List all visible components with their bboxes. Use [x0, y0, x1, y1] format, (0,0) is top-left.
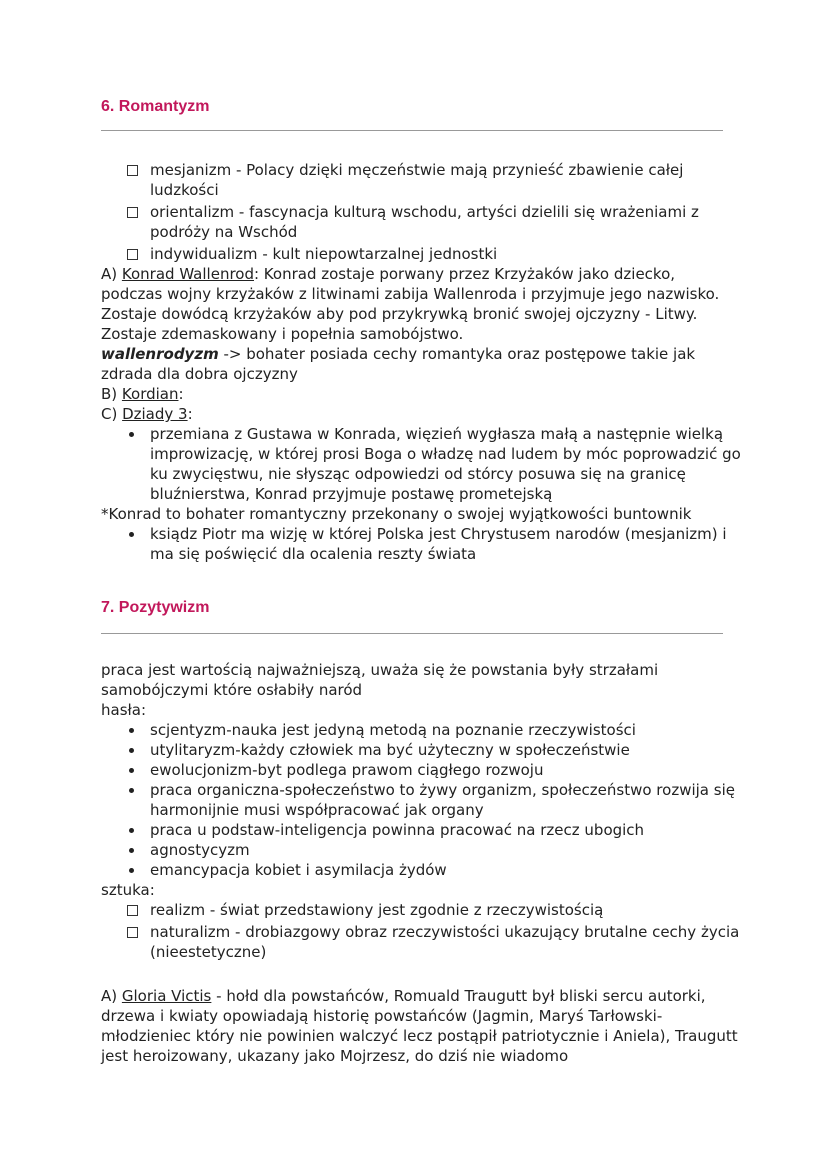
bullet-item: ksiądz Piotr ma wizję w której Polska jest Chrystusem narodów (mesjanizm) i ma się poświęcić dla ocalenia reszty świata — [101, 524, 741, 564]
checklist-item: indywidualizm - kult niepowtarzalnej jednostki — [101, 244, 741, 264]
paragraph-dziady — [101, 404, 741, 424]
bullet-item: emancypacja kobiet i asymilacja żydów — [101, 860, 741, 880]
section-body-romantyzm — [101, 160, 741, 564]
paragraph-konrad-wallenrod — [101, 264, 741, 344]
paragraph-kordian — [101, 384, 741, 404]
section-heading-romantyzm: 6. Romantyzm — [101, 98, 210, 115]
bullet-item: przemiana z Gustawa w Konrada, więzień wygłasza małą a następnie wielką improwizację, w której prosi Boga o władzę nad ludem by móc poprowadzić go ku zwycięstwu, nie słysząc odpowiedzi od stórcy posuwa się na granicę bluźnierstwa, Konrad przyjmuje postawę prometejską — [101, 424, 741, 504]
section-divider — [101, 130, 723, 131]
bullet-item: utylitaryzm-każdy człowiek ma być użyteczny w społeczeństwie — [101, 740, 741, 760]
bullet-item: agnostycyzm — [101, 840, 741, 860]
item-prefix: B) — [101, 385, 122, 403]
punctuation: : — [187, 405, 193, 423]
checklist-sztuka — [101, 900, 741, 962]
label-hasla: hasła: — [101, 701, 147, 719]
item-prefix: C) — [101, 405, 123, 423]
work-title-link: Gloria Victis — [121, 987, 212, 1005]
term-bold: wallenrodyzm — [101, 345, 219, 363]
paragraph-wallenrodyzm — [101, 344, 741, 384]
checklist-item: naturalizm - drobiazgowy obraz rzeczywistości ukazujący brutalne cechy życia (nieestetyczne) — [101, 922, 741, 962]
bullet-item: praca u podstaw-inteligencja powinna pracować na rzecz ubogich — [101, 820, 741, 840]
work-title-link: Kordian — [121, 385, 179, 403]
paragraph-text: : Konrad zostaje porwany przez Krzyżaków jako dziecko, podczas wojny krzyżaków z litwinami zabija Wallenroda i przyjmuje jego nazwisko. Zostaje dowódcą krzyżaków aby pod przykrywką bronić swojej ojczyzny - Litwy. Zostaje zdemaskowany i popełnia samobójstwo. — [101, 265, 720, 343]
checklist-item: orientalizm - fascynacja kulturą wschodu, artyści dzielili się wrażeniami z podróży na Wschód — [101, 202, 741, 242]
section-divider — [101, 633, 723, 634]
punctuation: : — [178, 385, 184, 403]
bullet-list-dziady-2 — [101, 524, 741, 564]
paragraph-intro: praca jest wartością najważniejszą, uważa się że powstania były strzałami samobójczymi które osłabiły naród — [101, 661, 659, 699]
paragraph-text: -> bohater posiada cechy romantyka oraz postępowe takie jak zdrada dla dobra ojczyzny — [101, 345, 696, 383]
checklist-item: mesjanizm - Polacy dzięki męczeństwie mają przynieść zbawienie całej ludzkości — [101, 160, 741, 200]
work-title-link: Konrad Wallenrod — [121, 265, 254, 283]
note-konrad: *Konrad to bohater romantyczny przekonany o swojej wyjątkowości buntownik — [101, 505, 692, 523]
label-sztuka: sztuka: — [101, 881, 155, 899]
bullet-list-hasla — [101, 720, 741, 880]
section-body-pozytywizm — [101, 660, 741, 962]
bullet-item: ewolucjonizm-byt podlega prawom ciągłego rozwoju — [101, 760, 741, 780]
paragraph-gloria-victis — [101, 986, 741, 1066]
checklist-item: realizm - świat przedstawiony jest zgodnie z rzeczywistością — [101, 900, 741, 920]
bullet-item: praca organiczna-społeczeństwo to żywy organizm, społeczeństwo rozwija się harmonijnie musi współpracować jak organy — [101, 780, 741, 820]
bullet-list-dziady — [101, 424, 741, 504]
checklist-romantyzm — [101, 160, 741, 264]
item-prefix: A) — [101, 265, 122, 283]
paragraph-text: - hołd dla powstańców, Romuald Traugutt był bliski sercu autorki, drzewa i kwiaty opowiadają historię powstańców (Jagmin, Maryś Tarłowski-młodzieniec który nie powinien walczyć lecz postąpił patriotycznie i Aniela), Traugutt jest heroizowany, ukazany jako Mojrzesz, do dziś nie wiadomo — [101, 987, 738, 1065]
item-prefix: A) — [101, 987, 122, 1005]
section-heading-pozytywizm: 7. Pozytywizm — [101, 599, 210, 616]
paragraph-gloria-victis-block — [101, 986, 741, 1066]
bullet-item: scjentyzm-nauka jest jedyną metodą na poznanie rzeczywistości — [101, 720, 741, 740]
work-title-link: Dziady 3 — [122, 405, 188, 423]
